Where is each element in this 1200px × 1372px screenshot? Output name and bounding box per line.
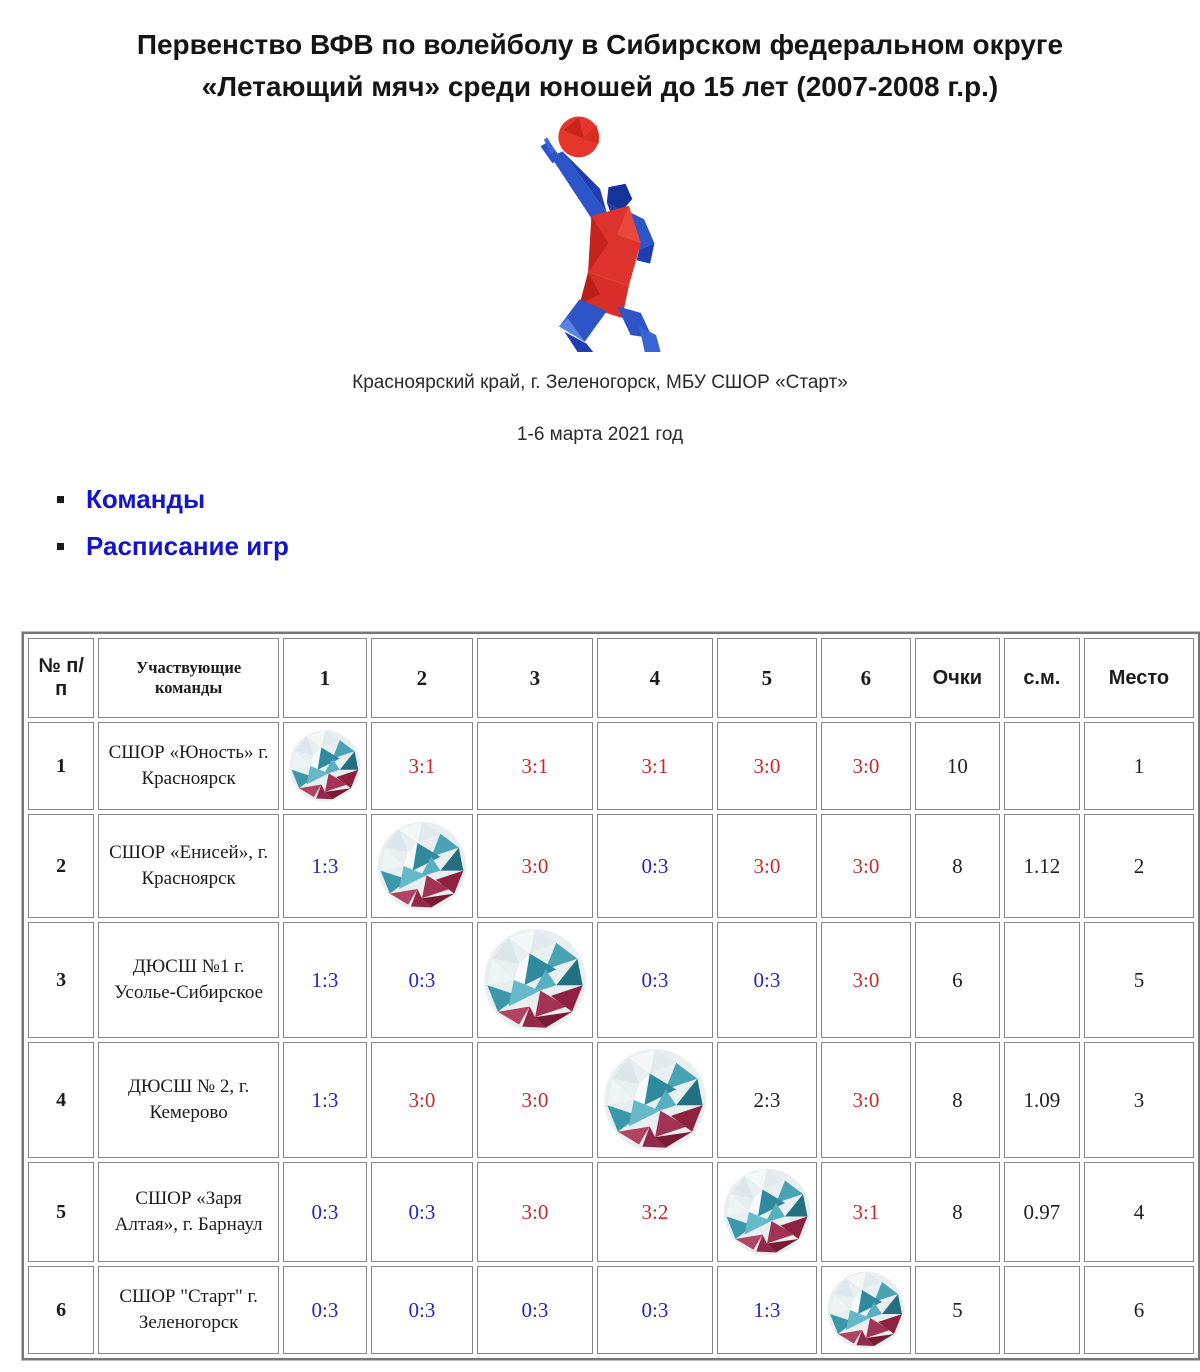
set-ratio-cell [1004, 1266, 1080, 1354]
row-number-cell: 3 [28, 922, 94, 1038]
score-cell: 3:0 [821, 814, 911, 918]
column-header: 6 [821, 638, 911, 718]
volleyball-ball-icon [376, 820, 468, 912]
column-header: № п/п [28, 638, 94, 718]
score-cell: 0:3 [283, 1266, 367, 1354]
set-ratio-cell: 1.12 [1004, 814, 1080, 918]
score-cell: 1:3 [283, 922, 367, 1038]
square-bullet-icon [57, 496, 64, 503]
team-name-cell: СШОР «Юность» г. Красноярск [98, 722, 279, 810]
row-number-cell: 5 [28, 1162, 94, 1262]
volleyball-ball-icon [602, 1047, 708, 1153]
points-cell: 8 [915, 1162, 1000, 1262]
score-cell: 0:3 [717, 922, 817, 1038]
volleyball-ball-icon [288, 729, 362, 803]
score-cell: 3:0 [821, 1042, 911, 1158]
team-name-cell: ДЮСШ №1 г. Усолье-Сибирское [98, 922, 279, 1038]
nav-item-schedule [57, 531, 1200, 562]
self-match-cell [371, 814, 473, 918]
set-ratio-cell [1004, 922, 1080, 1038]
score-cell: 0:3 [371, 922, 473, 1038]
team-name-cell: ДЮСШ № 2, г. Кемерово [98, 1042, 279, 1158]
score-cell: 3:1 [477, 722, 593, 810]
score-cell: 3:1 [597, 722, 713, 810]
row-number-cell: 1 [28, 722, 94, 810]
points-cell: 5 [915, 1266, 1000, 1354]
self-match-cell [597, 1042, 713, 1158]
volleyball-ball-icon [722, 1167, 812, 1257]
points-cell: 8 [915, 1042, 1000, 1158]
place-cell: 5 [1084, 922, 1194, 1038]
row-number-cell: 6 [28, 1266, 94, 1354]
self-match-cell [821, 1266, 911, 1354]
standings-table [22, 632, 1200, 1360]
score-cell: 3:0 [477, 814, 593, 918]
table-row [28, 814, 1194, 918]
place-cell: 1 [1084, 722, 1194, 810]
place-cell: 2 [1084, 814, 1194, 918]
table-row [28, 722, 1194, 810]
row-number-cell: 4 [28, 1042, 94, 1158]
set-ratio-cell: 0.97 [1004, 1162, 1080, 1262]
event-dates: 1-6 марта 2021 год [516, 424, 684, 445]
score-cell: 1:3 [283, 814, 367, 918]
team-name-cell: СШОР "Старт" г. Зеленогорск [98, 1266, 279, 1354]
table-row [28, 1266, 1194, 1354]
score-cell: 0:3 [597, 922, 713, 1038]
page-title [0, 24, 1200, 108]
team-name-cell: СШОР «Енисей», г. Красноярск [98, 814, 279, 918]
score-cell: 3:1 [821, 1162, 911, 1262]
volleyball-player-illustration [0, 114, 1200, 352]
standings-table-wrapper [22, 632, 1200, 1360]
square-bullet-icon [57, 543, 64, 550]
event-location: Красноярский край, г. Зеленогорск, МБУ СШОР «Старт» [352, 372, 848, 393]
nav-links [57, 484, 1200, 562]
score-cell: 3:0 [821, 722, 911, 810]
score-cell: 0:3 [371, 1162, 473, 1262]
page-title-line1: Первенство ВФВ по волейболу в Сибирском федеральном округе [136, 29, 1064, 60]
score-cell: 3:0 [477, 1162, 593, 1262]
schedule-link[interactable]: Расписание игр [86, 531, 289, 561]
column-header: 2 [371, 638, 473, 718]
set-ratio-cell [1004, 722, 1080, 810]
table-row [28, 922, 1194, 1038]
score-cell: 1:3 [717, 1266, 817, 1354]
self-match-cell [717, 1162, 817, 1262]
teams-link[interactable]: Команды [86, 484, 206, 514]
row-number-cell: 2 [28, 814, 94, 918]
score-cell: 0:3 [371, 1266, 473, 1354]
place-cell: 3 [1084, 1042, 1194, 1158]
score-cell: 1:3 [283, 1042, 367, 1158]
column-header: 4 [597, 638, 713, 718]
nav-item-teams [57, 484, 1200, 515]
score-cell: 0:3 [597, 1266, 713, 1354]
table-header-row [28, 638, 1194, 718]
column-header: Участвующие команды [98, 638, 279, 718]
table-row [28, 1162, 1194, 1262]
score-cell: 3:0 [717, 722, 817, 810]
points-cell: 10 [915, 722, 1000, 810]
column-header: 1 [283, 638, 367, 718]
column-header: Место [1084, 638, 1194, 718]
volleyball-player-icon [469, 114, 731, 352]
score-cell: 3:0 [371, 1042, 473, 1158]
volleyball-ball-icon [826, 1270, 906, 1350]
score-cell: 3:0 [717, 814, 817, 918]
score-cell: 0:3 [597, 814, 713, 918]
score-cell: 0:3 [477, 1266, 593, 1354]
page-title-line2: «Летающий мяч» среди юношей до 15 лет (2007-2008 г.р.) [201, 71, 999, 102]
volleyball-ball-icon [482, 927, 588, 1033]
score-cell: 3:2 [597, 1162, 713, 1262]
points-cell: 8 [915, 814, 1000, 918]
place-cell: 4 [1084, 1162, 1194, 1262]
self-match-cell [477, 922, 593, 1038]
score-cell: 3:0 [477, 1042, 593, 1158]
points-cell: 6 [915, 922, 1000, 1038]
table-row [28, 1042, 1194, 1158]
score-cell: 3:0 [821, 922, 911, 1038]
column-header: с.м. [1004, 638, 1080, 718]
column-header: 5 [717, 638, 817, 718]
team-name-cell: СШОР «Заря Алтая», г. Барнаул [98, 1162, 279, 1262]
set-ratio-cell: 1.09 [1004, 1042, 1080, 1158]
score-cell: 2:3 [717, 1042, 817, 1158]
column-header: 3 [477, 638, 593, 718]
column-header: Очки [915, 638, 1000, 718]
place-cell: 6 [1084, 1266, 1194, 1354]
score-cell: 3:1 [371, 722, 473, 810]
score-cell: 0:3 [283, 1162, 367, 1262]
self-match-cell [283, 722, 367, 810]
